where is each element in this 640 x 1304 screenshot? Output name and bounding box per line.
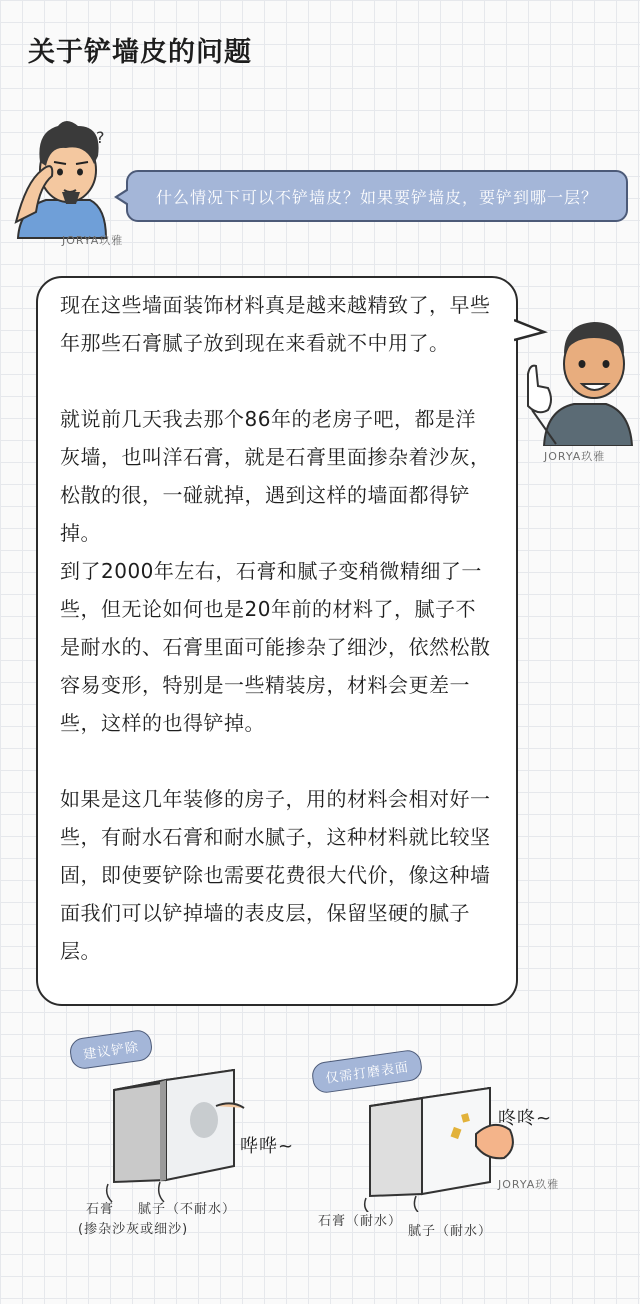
questioner-avatar xyxy=(6,112,126,240)
label-gypsum-right: 石膏（耐水） xyxy=(318,1214,403,1229)
answer-paragraph-2: 就说前几天我去那个86年的老房子吧，都是洋灰墙，也叫洋石膏，就是石膏里面掺杂着沙灰，松散的很，一碰就掉，遇到这样的墙面都得铲掉。 xyxy=(60,407,491,545)
question-bubble xyxy=(126,170,628,222)
answerer-avatar xyxy=(520,314,636,446)
watermark-middle: JORYA玖雅 xyxy=(544,450,606,463)
label-putty-right: 腻子（耐水） xyxy=(408,1224,493,1239)
answer-paragraph-3: 到了2000年左右，石膏和腻子变稍微精细了一些，但无论如何也是20年前的材料了，腻子不是耐水的、石膏里面可能掺杂了细沙，依然松散容易变形，特别是一些精装房，材料会更差一些，这样的也得铲掉。 xyxy=(60,559,491,735)
label-gypsum-note-left: (掺杂沙灰或细沙) xyxy=(78,1222,189,1237)
label-gypsum-left: 石膏 xyxy=(86,1202,115,1217)
new-wall-illustration xyxy=(358,1082,548,1212)
watermark-bottom: JORYA玖雅 xyxy=(498,1178,560,1191)
remove-recommended-tag: 建议铲除 xyxy=(68,1028,154,1070)
label-putty-left: 腻子（不耐水） xyxy=(138,1202,237,1217)
answer-paragraph-1: 现在这些墙面装饰材料真是越来越精致了，早些年那些石膏腻子放到现在来看就不中用了。 xyxy=(60,293,491,355)
polish-only-tag: 仅需打磨表面 xyxy=(310,1048,423,1094)
page-title: 关于铲墙皮的问题 xyxy=(28,37,252,68)
watermark-top: JORYA玖雅 xyxy=(62,234,124,247)
answer-paragraph-4: 如果是这几年装修的房子，用的材料会相对好一些，有耐水石膏和耐水腻子，这种材料就比较坚固，即使要铲除也需要花费很大代价，像这种墙面我们可以铲掉墙的表皮层，保留坚硬的腻子层。 xyxy=(60,787,491,963)
question-text: 什么情况下可以不铲墙皮？如果要铲墙皮，要铲到哪一层？ xyxy=(155,187,598,207)
sound-effect-left: 哗哗~ xyxy=(240,1136,295,1157)
sound-effect-right: 咚咚~ xyxy=(498,1108,553,1129)
question-mark: ? xyxy=(96,128,105,147)
answer-bubble xyxy=(36,276,518,1006)
